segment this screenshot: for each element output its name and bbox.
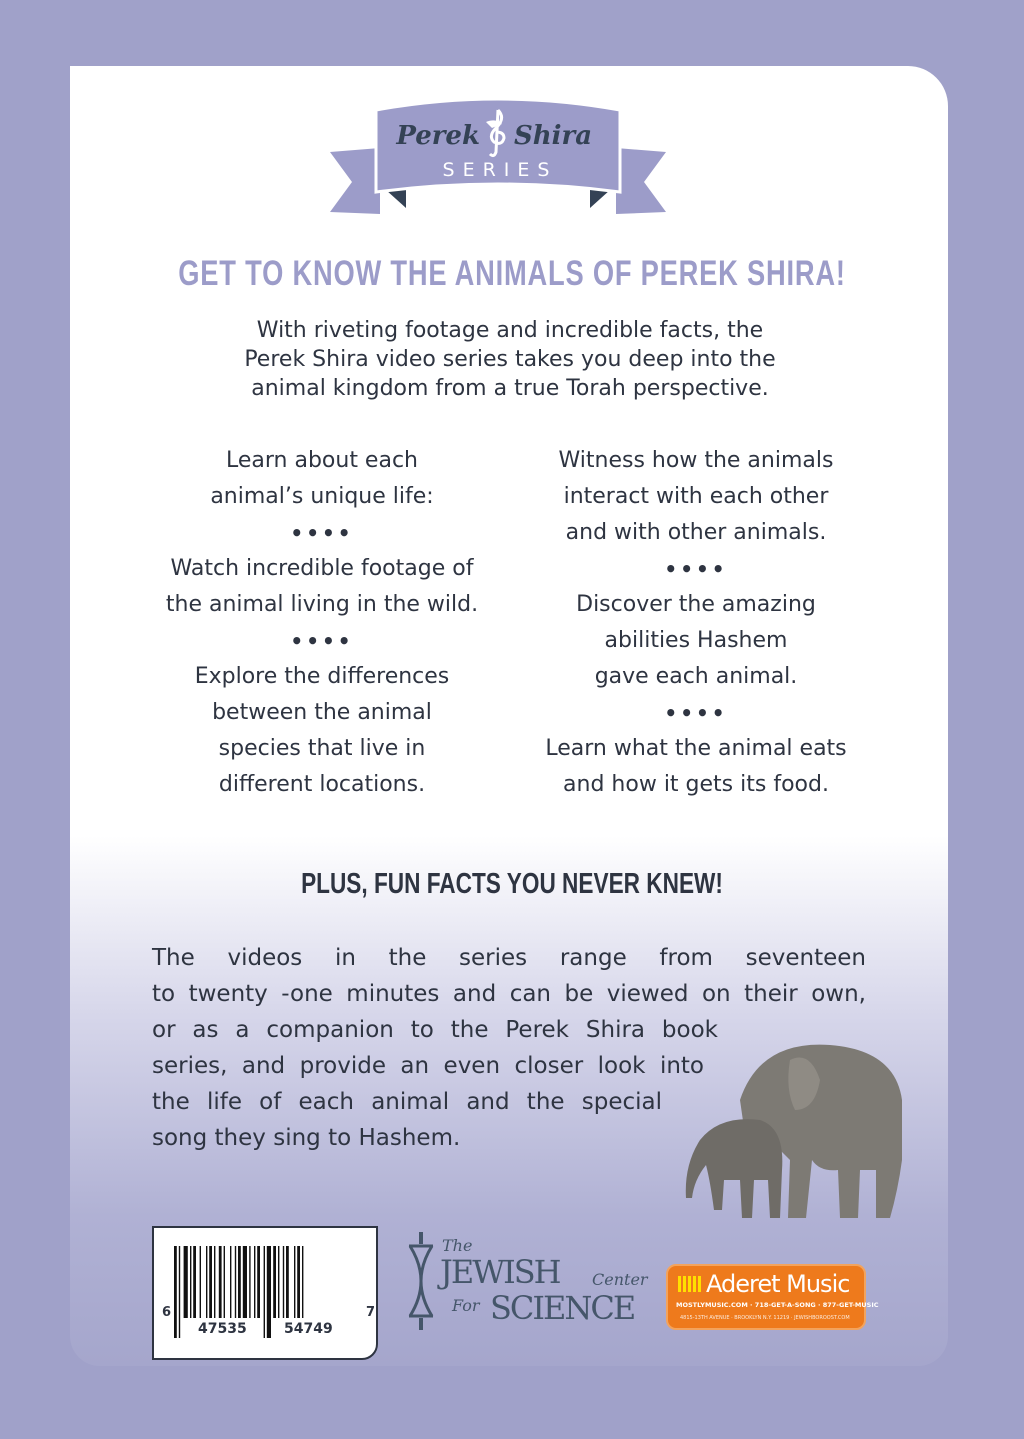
perek-shira-logo: [330, 96, 666, 218]
feature-line: abilities Hashem: [604, 628, 788, 653]
intro-line: Perek Shira video series takes you deep into the: [244, 347, 776, 372]
intro-line: With riveting footage and incredible facts, the: [256, 318, 764, 343]
barcode-bar: [302, 1246, 303, 1318]
barcode-bar: [243, 1246, 247, 1318]
barcode-digit: 7: [366, 1305, 376, 1320]
barcode-bar: [267, 1246, 271, 1338]
logo-text: Center: [592, 1270, 648, 1289]
paragraph-line: to twenty -one minutes and can be viewed on their own,: [152, 981, 866, 1007]
feature-line: interact with each other: [563, 484, 829, 509]
barcode-bar: [190, 1246, 191, 1318]
paragraph-line: the life of each animal and the special: [152, 1089, 662, 1115]
barcode-bar: [209, 1246, 212, 1318]
barcode-bar: [254, 1246, 255, 1318]
feature-line: different locations.: [218, 772, 426, 797]
logo-text: For: [452, 1296, 480, 1315]
feature-line: gave each animal.: [594, 664, 798, 689]
elephants-image: [680, 1040, 910, 1225]
barcode-bar: [297, 1246, 300, 1318]
feature-line: species that live in: [218, 736, 426, 761]
feature-line: Learn about each: [225, 448, 418, 473]
barcode-bar: [224, 1246, 225, 1318]
svg-text:SERIES: SERIES: [442, 159, 558, 181]
barcode-bar: [278, 1246, 279, 1318]
dot-separator: ••••: [664, 557, 728, 581]
dot-separator: ••••: [664, 701, 728, 725]
barcode-bar: [206, 1246, 207, 1318]
barcode-bar: [219, 1246, 222, 1318]
feature-line: Explore the differences: [194, 664, 450, 689]
svg-text:Shira: Shira: [514, 121, 593, 151]
intro-line: animal kingdom from a true Torah perspective.: [251, 376, 769, 401]
feature-line: between the animal: [212, 700, 432, 725]
equalizer-icon: [678, 1276, 702, 1292]
barcode: [152, 1226, 378, 1360]
barcode-bar: [294, 1246, 295, 1318]
barcode-bar: [179, 1246, 180, 1338]
barcode-bar: [235, 1246, 236, 1318]
barcode-bar: [214, 1246, 215, 1318]
barcode-bar: [200, 1246, 201, 1318]
feature-line: and how it gets its food.: [563, 772, 829, 797]
aderet-music-logo: [666, 1264, 879, 1330]
intro-text: [180, 316, 840, 403]
jewish-center-for-science-logo: [406, 1232, 656, 1332]
feature-line: Witness how the animals: [558, 448, 834, 473]
barcode-bar: [238, 1246, 241, 1318]
dot-separator: ••••: [290, 629, 354, 653]
barcode-digits: 54749: [284, 1321, 333, 1337]
barcode-bar: [264, 1246, 265, 1338]
barcode-bar: [273, 1246, 276, 1318]
barcode-digit: 6: [162, 1305, 172, 1320]
feature-line: Watch incredible footage of: [170, 556, 474, 581]
barcode-bar: [230, 1246, 231, 1318]
logo-text: Aderet Music: [706, 1270, 850, 1298]
feature-line: and with other animals.: [565, 520, 827, 545]
feature-line: Learn what the animal eats: [545, 736, 847, 761]
paragraph-line: or as a companion to the Perek Shira book: [152, 1017, 718, 1043]
barcode-bar: [286, 1246, 289, 1318]
main-heading: GET TO KNOW THE ANIMALS OF PEREK SHIRA!: [178, 254, 846, 293]
dot-separator: ••••: [290, 521, 354, 545]
barcode-bar: [257, 1246, 260, 1318]
barcode-bar: [193, 1246, 196, 1318]
logo-text: 4815-13TH AVENUE · BROOKLYN N.Y. 11219 · JEWISHBOROOST.COM: [680, 1315, 850, 1321]
barcode-bar: [249, 1246, 250, 1318]
fun-facts-heading: PLUS, FUN FACTS YOU NEVER KNEW!: [301, 868, 723, 900]
barcode-bar: [184, 1246, 188, 1318]
svg-text:Perek: Perek: [396, 121, 480, 151]
barcode-bars: [154, 1228, 376, 1358]
left-feature-column: [132, 443, 512, 803]
feature-line: animal’s unique life:: [210, 484, 434, 509]
barcode-bar: [174, 1246, 177, 1338]
logo-text: The: [442, 1236, 473, 1255]
feature-line: Discover the amazing: [576, 592, 816, 617]
paragraph-line: The videos in the series range from seventeen: [152, 945, 866, 971]
right-feature-column: [506, 443, 886, 803]
logo-text: SCIENCE: [490, 1289, 635, 1327]
barcode-digits: 47535: [198, 1321, 247, 1337]
paragraph-line: series, and provide an even closer look into: [152, 1053, 704, 1079]
barcode-bar: [283, 1246, 284, 1318]
logo-text: MOSTLYMUSIC.COM · 718-GET-A-SONG · 877-GET-MUSIC: [676, 1301, 879, 1309]
logo-text: JEWISH: [440, 1253, 560, 1291]
feature-line: the animal living in the wild.: [165, 592, 479, 617]
dna-icon: [406, 1232, 436, 1330]
paragraph-line: song they sing to Hashem.: [152, 1125, 461, 1151]
